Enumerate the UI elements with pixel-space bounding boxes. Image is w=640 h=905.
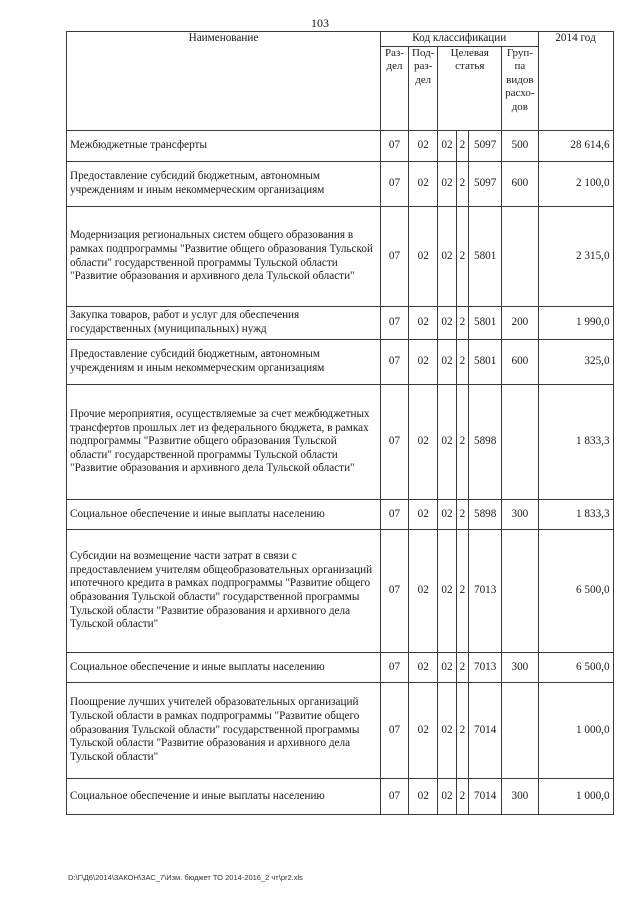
row-amount: 325,0 bbox=[538, 340, 613, 385]
row-expense-group bbox=[502, 683, 538, 779]
row-section-code: 07 bbox=[381, 500, 409, 530]
row-amount: 1 000,0 bbox=[538, 683, 613, 779]
row-name: Модернизация региональных систем общего образования в рамках подпрограммы "Развитие общего образования Тульской области" государственной программы Тульской области "Развитие образования и архивного дела Тульской области" bbox=[67, 207, 381, 307]
row-subsection-code: 02 bbox=[409, 500, 438, 530]
row-target-part2: 2 bbox=[456, 500, 469, 530]
row-amount: 1 990,0 bbox=[538, 307, 613, 340]
row-name: Поощрение лучших учителей образовательных организаций Тульской области в рамках подпрограммы "Развитие общего образования Тульской области" государственной программы Тульской области "Развитие образования и архивного дела Тульской области" bbox=[67, 683, 381, 779]
row-expense-group: 200 bbox=[502, 307, 538, 340]
row-target-part1: 02 bbox=[438, 307, 456, 340]
table-row bbox=[67, 385, 614, 500]
row-expense-group bbox=[502, 385, 538, 500]
row-subsection-code: 02 bbox=[409, 779, 438, 815]
row-target-part1: 02 bbox=[438, 207, 456, 307]
row-subsection-code: 02 bbox=[409, 207, 438, 307]
row-subsection-code: 02 bbox=[409, 162, 438, 207]
table-row bbox=[67, 530, 614, 653]
row-target-part2: 2 bbox=[456, 530, 469, 653]
header-target: Целевая статья bbox=[438, 47, 502, 131]
row-target-part1: 02 bbox=[438, 500, 456, 530]
row-section-code: 07 bbox=[381, 162, 409, 207]
row-target-part2: 2 bbox=[456, 779, 469, 815]
row-subsection-code: 02 bbox=[409, 307, 438, 340]
row-target-part2: 2 bbox=[456, 162, 469, 207]
row-section-code: 07 bbox=[381, 385, 409, 500]
row-subsection-code: 02 bbox=[409, 340, 438, 385]
row-section-code: 07 bbox=[381, 340, 409, 385]
header-section: Раз- дел bbox=[381, 47, 409, 131]
row-section-code: 07 bbox=[381, 683, 409, 779]
row-subsection-code: 02 bbox=[409, 385, 438, 500]
row-expense-group: 600 bbox=[502, 340, 538, 385]
row-target-part3: 5801 bbox=[469, 340, 502, 385]
table-row bbox=[67, 131, 614, 162]
header-name: Наименование bbox=[67, 32, 381, 131]
header-code-group: Код классификации bbox=[381, 32, 539, 47]
row-target-part1: 02 bbox=[438, 131, 456, 162]
row-target-part3: 5898 bbox=[469, 385, 502, 500]
row-target-part3: 7014 bbox=[469, 683, 502, 779]
row-target-part3: 5801 bbox=[469, 307, 502, 340]
row-subsection-code: 02 bbox=[409, 131, 438, 162]
row-expense-group: 300 bbox=[502, 653, 538, 683]
row-expense-group: 500 bbox=[502, 131, 538, 162]
row-name: Закупка товаров, работ и услуг для обеспечения государственных (муниципальных) нужд bbox=[67, 307, 381, 340]
table-row bbox=[67, 207, 614, 307]
row-section-code: 07 bbox=[381, 307, 409, 340]
row-amount: 2 100,0 bbox=[538, 162, 613, 207]
row-target-part1: 02 bbox=[438, 683, 456, 779]
row-section-code: 07 bbox=[381, 653, 409, 683]
row-expense-group: 600 bbox=[502, 162, 538, 207]
row-target-part3: 5097 bbox=[469, 162, 502, 207]
table-row bbox=[67, 307, 614, 340]
row-name: Предоставление субсидий бюджетным, автономным учреждениям и иным некоммерческим организациям bbox=[67, 162, 381, 207]
row-name: Социальное обеспечение и иные выплаты населению bbox=[67, 500, 381, 530]
budget-table bbox=[66, 31, 614, 815]
row-amount: 1 833,3 bbox=[538, 500, 613, 530]
header-year: 2014 год bbox=[538, 32, 613, 131]
row-expense-group bbox=[502, 207, 538, 307]
row-target-part1: 02 bbox=[438, 385, 456, 500]
row-target-part2: 2 bbox=[456, 653, 469, 683]
row-target-part1: 02 bbox=[438, 162, 456, 207]
table-body bbox=[67, 131, 614, 815]
row-name: Прочие мероприятия, осуществляемые за счет межбюджетных трансфертов прошлых лет из федерального бюджета, в рамках подпрограммы "Развитие общего образования Тульской области" государственной программы Тульской области "Развитие образования и архивного дела Тульской области" bbox=[67, 385, 381, 500]
row-amount: 6 500,0 bbox=[538, 653, 613, 683]
table-row bbox=[67, 653, 614, 683]
row-amount: 28 614,6 bbox=[538, 131, 613, 162]
header-expense-group: Груп- па видов расхо- дов bbox=[502, 47, 538, 131]
row-subsection-code: 02 bbox=[409, 530, 438, 653]
row-target-part2: 2 bbox=[456, 207, 469, 307]
row-target-part3: 5898 bbox=[469, 500, 502, 530]
page-number: 103 bbox=[311, 16, 329, 30]
table-row bbox=[67, 779, 614, 815]
row-target-part3: 7014 bbox=[469, 779, 502, 815]
row-target-part3: 5097 bbox=[469, 131, 502, 162]
row-target-part2: 2 bbox=[456, 340, 469, 385]
table-row bbox=[67, 162, 614, 207]
row-expense-group: 300 bbox=[502, 500, 538, 530]
row-section-code: 07 bbox=[381, 530, 409, 653]
row-section-code: 07 bbox=[381, 131, 409, 162]
row-subsection-code: 02 bbox=[409, 653, 438, 683]
row-target-part2: 2 bbox=[456, 385, 469, 500]
row-subsection-code: 02 bbox=[409, 683, 438, 779]
row-amount: 1 000,0 bbox=[538, 779, 613, 815]
row-target-part2: 2 bbox=[456, 307, 469, 340]
row-target-part3: 7013 bbox=[469, 530, 502, 653]
row-section-code: 07 bbox=[381, 207, 409, 307]
row-target-part1: 02 bbox=[438, 653, 456, 683]
row-target-part3: 7013 bbox=[469, 653, 502, 683]
row-amount: 1 833,3 bbox=[538, 385, 613, 500]
row-target-part1: 02 bbox=[438, 340, 456, 385]
header-subsection: Под- раз- дел bbox=[409, 47, 438, 131]
table-row bbox=[67, 500, 614, 530]
table-row bbox=[67, 683, 614, 779]
row-target-part2: 2 bbox=[456, 683, 469, 779]
row-expense-group bbox=[502, 530, 538, 653]
row-name: Межбюджетные трансферты bbox=[67, 131, 381, 162]
row-expense-group: 300 bbox=[502, 779, 538, 815]
row-name: Социальное обеспечение и иные выплаты населению bbox=[67, 653, 381, 683]
table-row bbox=[67, 340, 614, 385]
row-name: Предоставление субсидий бюджетным, автономным учреждениям и иным некоммерческим организациям bbox=[67, 340, 381, 385]
row-target-part1: 02 bbox=[438, 530, 456, 653]
row-name: Субсидии на возмещение части затрат в связи с предоставлением учителям общеобразовательных организаций ипотечного кредита в рамках подпрограммы "Развитие общего образования Тульской области" государственной программы Тульской области "Развитие образования и архивного дела Тульской области" bbox=[67, 530, 381, 653]
file-path-footer: D:\Г\Д6\2014\ЗАКОН\ЗАС_7\Изм. бюджет ТО 2014-2016_2 чт\pr2.xls bbox=[68, 873, 303, 882]
row-target-part1: 02 bbox=[438, 779, 456, 815]
row-target-part3: 5801 bbox=[469, 207, 502, 307]
row-name: Социальное обеспечение и иные выплаты населению bbox=[67, 779, 381, 815]
row-amount: 6 500,0 bbox=[538, 530, 613, 653]
row-section-code: 07 bbox=[381, 779, 409, 815]
row-target-part2: 2 bbox=[456, 131, 469, 162]
row-amount: 2 315,0 bbox=[538, 207, 613, 307]
